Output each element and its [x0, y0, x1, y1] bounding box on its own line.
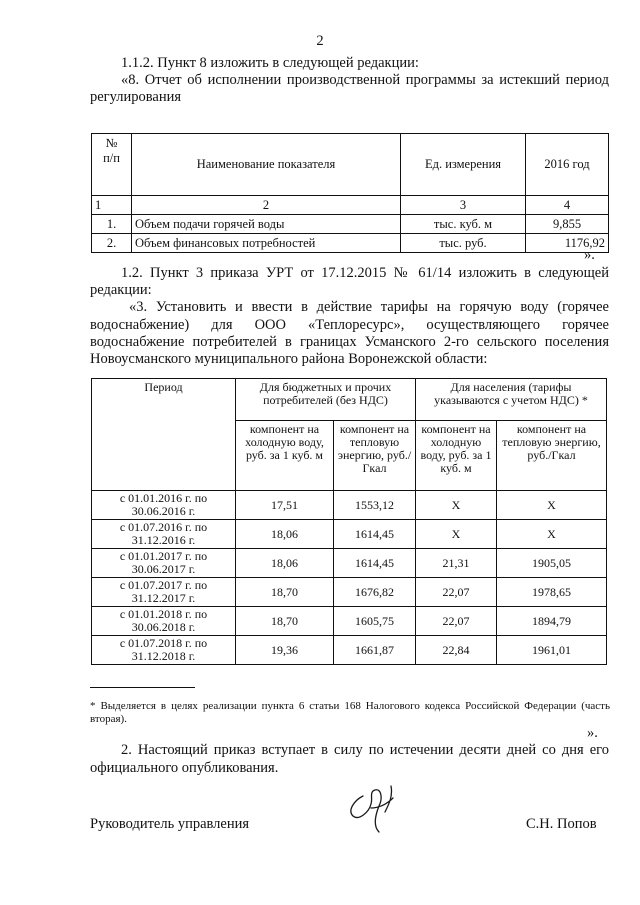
cold-value: 18,06 — [236, 520, 334, 549]
period-cell — [92, 636, 236, 665]
cold-value: 18,06 — [236, 549, 334, 578]
header-cold-water-pop: компонент на холодную воду, руб. за 1 куб. м — [416, 421, 497, 491]
table-row — [92, 578, 607, 607]
cold-pop-value: 22,07 — [416, 607, 497, 636]
heat-pop-value: 1905,05 — [497, 549, 607, 578]
heat-value: 1605,75 — [334, 607, 416, 636]
cold-pop-value: Х — [416, 520, 497, 549]
heat-pop-value: Х — [497, 520, 607, 549]
period-end: 31.12.2017 г. — [131, 591, 196, 605]
period-cell — [92, 520, 236, 549]
footnote-line2: вторая). — [90, 713, 127, 725]
heat-value: 1614,45 — [334, 549, 416, 578]
tariff-table — [91, 378, 607, 665]
header-year: 2016 год — [526, 134, 609, 196]
paragraph-1-2-line5: водоснабжение потребителей в границах Усманского 2-го сельского поселения — [90, 334, 609, 350]
cold-pop-value: 21,31 — [416, 549, 497, 578]
header-period: Период — [92, 379, 236, 491]
closing-quote-2: ». — [587, 725, 598, 741]
quote-line-2: регулирования — [90, 89, 182, 105]
row-unit: тыс. куб. м — [401, 215, 526, 234]
cold-value: 19,36 — [236, 636, 334, 665]
paragraph-1-2-line3: «3. Установить и ввести в действие тарифы на горячую воду (горячее — [129, 299, 609, 315]
table-row — [92, 234, 609, 253]
paragraph-1-2-line1: 1.2. Пункт 3 приказа УРТ от 17.12.2015 № 61/14 изложить в следующей — [121, 265, 609, 281]
col-number-1: 1 — [92, 196, 132, 215]
row-num: 1. — [92, 215, 132, 234]
paragraph-1-2-line2: редакции: — [90, 282, 152, 298]
page-number: 2 — [316, 33, 324, 49]
paragraph-1-2-line4: водоснабжение) для ООО «Теплоресурс», осуществляющего горячее — [90, 317, 609, 333]
header-unit: Ед. измерения — [401, 134, 526, 196]
header-heat-energy-pop: компонент на тепловую энергию, руб./Гкал — [497, 421, 607, 491]
period-start: с 01.07.2017 г. по — [119, 578, 208, 592]
heat-value: 1553,12 — [334, 491, 416, 520]
table-row — [92, 607, 607, 636]
paragraph-1-2-line6: Новоусманского муниципального района Воронежской области: — [90, 351, 488, 367]
row-name: Объем финансовых потребностей — [132, 234, 401, 253]
heat-pop-value: 1961,01 — [497, 636, 607, 665]
cold-value: 18,70 — [236, 607, 334, 636]
paragraph-1-1-2: 1.1.2. Пункт 8 изложить в следующей редакции: — [121, 55, 419, 71]
table-row — [92, 215, 609, 234]
signature-name: С.Н. Попов — [526, 816, 597, 832]
col-number-4: 4 — [526, 196, 609, 215]
heat-value: 1614,45 — [334, 520, 416, 549]
period-end: 30.06.2017 г. — [131, 562, 196, 576]
period-start: с 01.07.2018 г. по — [119, 636, 208, 650]
cold-pop-value: Х — [416, 491, 497, 520]
header-number: № п/п — [92, 134, 132, 196]
table-row — [92, 549, 607, 578]
paragraph-2-line2: официального опубликования. — [90, 760, 279, 776]
period-end: 31.12.2016 г. — [131, 533, 196, 547]
closing-quote-1: ». — [584, 247, 595, 263]
period-end: 30.06.2018 г. — [131, 620, 196, 634]
row-value: 9,855 — [526, 215, 609, 234]
cold-value: 17,51 — [236, 491, 334, 520]
cold-pop-value: 22,07 — [416, 578, 497, 607]
heat-value: 1676,82 — [334, 578, 416, 607]
row-unit: тыс. руб. — [401, 234, 526, 253]
footnote-separator — [90, 687, 195, 688]
period-cell — [92, 578, 236, 607]
footnote-line1: * Выделяется в целях реализации пункта 6 статьи 168 Налогового кодекса Российской Федерации (часть — [90, 700, 610, 712]
header-cold-water: компонент на холодную воду, руб. за 1 куб. м — [236, 421, 334, 491]
heat-pop-value: 1978,65 — [497, 578, 607, 607]
table-row — [92, 491, 607, 520]
period-end: 30.06.2016 г. — [131, 504, 196, 518]
header-population: Для населения (тарифы указываются с учетом НДС) * — [416, 379, 607, 421]
period-end: 31.12.2018 г. — [131, 649, 196, 663]
heat-value: 1661,87 — [334, 636, 416, 665]
period-start: с 01.01.2018 г. по — [119, 607, 208, 621]
cold-pop-value: 22,84 — [416, 636, 497, 665]
row-value: 1176,92 — [526, 234, 609, 253]
col-number-2: 2 — [132, 196, 401, 215]
period-cell — [92, 491, 236, 520]
row-name: Объем подачи горячей воды — [132, 215, 401, 234]
col-number-3: 3 — [401, 196, 526, 215]
production-table — [91, 133, 609, 253]
period-start: с 01.01.2016 г. по — [119, 491, 208, 505]
paragraph-2-line1: 2. Настоящий приказ вступает в силу по истечении десяти дней со дня его — [121, 742, 609, 758]
table-row — [92, 636, 607, 665]
period-start: с 01.07.2016 г. по — [119, 520, 208, 534]
cold-value: 18,70 — [236, 578, 334, 607]
header-heat-energy: компонент на тепловую энергию, руб./Гкал — [334, 421, 416, 491]
header-budget: Для бюджетных и прочих потребителей (без НДС) — [236, 379, 416, 421]
period-cell — [92, 549, 236, 578]
heat-pop-value: 1894,79 — [497, 607, 607, 636]
quote-line-1: «8. Отчет об исполнении производственной программы за истекший период — [121, 72, 609, 88]
period-cell — [92, 607, 236, 636]
header-name: Наименование показателя — [132, 134, 401, 196]
row-num: 2. — [92, 234, 132, 253]
heat-pop-value: Х — [497, 491, 607, 520]
handwritten-signature — [335, 778, 415, 838]
table-row — [92, 520, 607, 549]
period-start: с 01.01.2017 г. по — [119, 549, 208, 563]
signature-position: Руководитель управления — [90, 816, 250, 832]
